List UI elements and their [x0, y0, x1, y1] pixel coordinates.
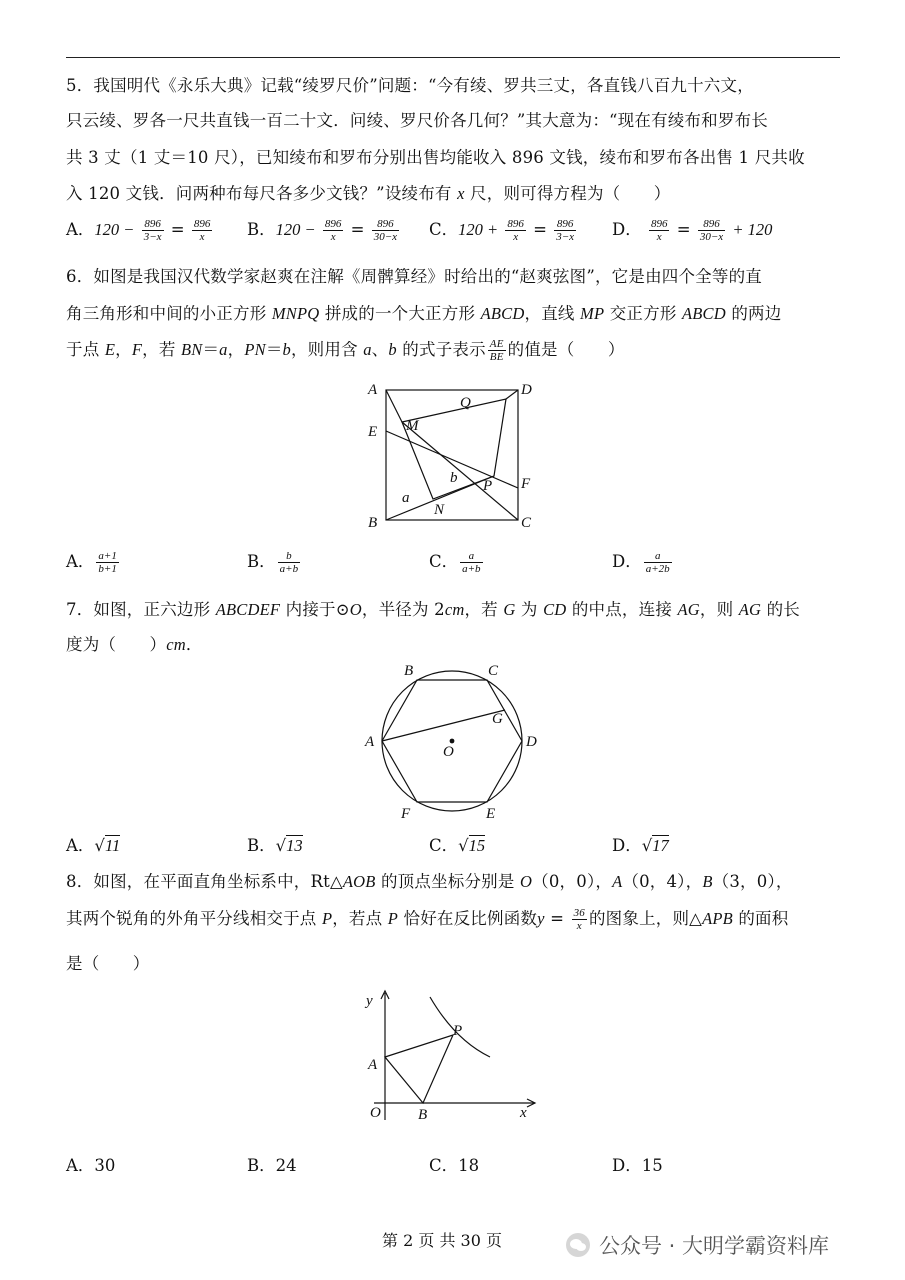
label-f: F	[521, 476, 531, 492]
label-c: C	[521, 515, 532, 530]
page-footer: 第 2 页 共 30 页	[382, 1231, 502, 1250]
q6-line-2: 角三角形和中间的小正方形 MNPQ 拼成的一个大正方形 ABCD，直线 MP 交正方形 ABCD 的两边	[66, 304, 782, 323]
label-x: x	[520, 1105, 527, 1121]
label-e: E	[368, 424, 378, 440]
label-b: B	[404, 663, 414, 679]
label-b: B	[418, 1107, 428, 1123]
watermark-text: 公众号 · 大明学霸资料库	[599, 1234, 830, 1258]
top-rule	[66, 57, 840, 58]
label-p: P	[453, 1023, 463, 1039]
hexagon-diagram	[360, 660, 550, 820]
q5-line-3: 共 3 丈（1 丈＝10 尺），已知绫布和罗布分别出售均能收入 896 文钱，绫布和罗布各出售 1 尺共收	[66, 148, 805, 167]
label-d: D	[521, 382, 532, 398]
q8-option-c[interactable]: C．18	[429, 1156, 480, 1175]
label-p: P	[483, 478, 493, 494]
q8-line-3: 是（ ）	[66, 954, 150, 973]
label-a-small: a	[402, 490, 410, 506]
watermark	[565, 1230, 829, 1260]
zhao-shuang-diagram	[360, 378, 540, 530]
coordinate-diagram	[360, 985, 540, 1135]
q6-option-a[interactable]: A． $\frac{a+1}{b+1}$	[66, 550, 117, 575]
q5-option-d[interactable]: D． $\frac{896}{x}$ = $\frac{896}{30-x}$ + 120	[612, 218, 773, 243]
q5-option-c[interactable]: C．120 + $\frac{896}{x}$ = $\frac{896}{3-x}$	[429, 218, 575, 243]
q5-line-1: 5．我国明代《永乐大典》记载“绫罗尺价”问题：“今有绫、罗共三丈，各直钱八百九十六文，	[66, 76, 754, 95]
q7-line-2: 度为（ ）cm．	[66, 635, 203, 654]
q7-option-b[interactable]: B．√13	[247, 836, 303, 855]
label-q: Q	[460, 395, 471, 411]
label-a: A	[365, 734, 375, 750]
label-o: O	[443, 744, 454, 760]
label-c: C	[488, 663, 499, 679]
q7-option-d[interactable]: D．√17	[612, 836, 669, 855]
wechat-icon	[565, 1232, 591, 1258]
label-f: F	[401, 806, 411, 820]
label-y: y	[366, 993, 373, 1009]
q8-line-2: 其两个锐角的外角平分线相交于点 P，若点 P 恰好在反比例函数y = $\frac{36}{x}$ 的图象上，则△APB 的面积	[66, 907, 789, 932]
q5-line-4: 入 120 文钱．问两种布每尺各多少文钱？”设绫布有 x 尺，则可得方程为（ ）	[66, 184, 671, 203]
center-point	[450, 739, 455, 744]
q5-option-a[interactable]: A．120 − $\frac{896}{3-x}$ = $\frac{896}{x}$	[66, 218, 211, 243]
q6-option-d[interactable]: D． $\frac{a}{a+2b}$	[612, 550, 670, 575]
q5-line-2: 只云绫、罗各一尺共直钱一百二十文．问绫、罗尺价各几何？”其大意为：“现在有绫布和罗布长	[66, 111, 768, 130]
label-b-small: b	[450, 470, 458, 486]
label-g: G	[492, 711, 503, 727]
q8-option-d[interactable]: D．15	[612, 1156, 663, 1175]
q7-line-1: 7．如图，正六边形 ABCDEF 内接于⊙O，半径为 2cm，若 G 为 CD 的中点，连接 AG，则 AG 的长	[66, 600, 801, 619]
label-n: N	[434, 502, 445, 518]
label-a: A	[368, 382, 378, 398]
label-m: M	[406, 418, 419, 434]
label-e: E	[486, 806, 496, 820]
label-a: A	[368, 1057, 378, 1073]
q5-option-b[interactable]: B．120 − $\frac{896}{x}$ = $\frac{896}{30-x}$	[247, 218, 398, 243]
q8-option-a[interactable]: A．30	[66, 1156, 116, 1175]
q6-option-b[interactable]: B． $\frac{b}{a+b}$	[247, 550, 299, 575]
q6-line-1: 6．如图是我国汉代数学家赵爽在注解《周髀算经》时给出的“赵爽弦图”，它是由四个全等的直	[66, 267, 762, 286]
q7-option-a[interactable]: A．√11	[66, 836, 121, 855]
q6-option-c[interactable]: C． $\frac{a}{a+b}$	[429, 550, 481, 575]
q8-option-b[interactable]: B．24	[247, 1156, 297, 1175]
label-b: B	[368, 515, 378, 530]
q7-option-c[interactable]: C．√15	[429, 836, 486, 855]
label-d: D	[526, 734, 537, 750]
segment-ag	[382, 710, 505, 741]
triangle-apb	[385, 1035, 453, 1103]
q8-line-1: 8．如图，在平面直角坐标系中，Rt△AOB 的顶点坐标分别是 O（0，0），A（0，4），B（3，0），	[66, 872, 793, 891]
q6-line-3: 于点 E，F，若 BN＝a，PN＝b，则用含 a、b 的式子表示 $\frac{AE}{BE}$ 的值是（ ）	[66, 338, 625, 363]
label-o: O	[370, 1105, 381, 1121]
